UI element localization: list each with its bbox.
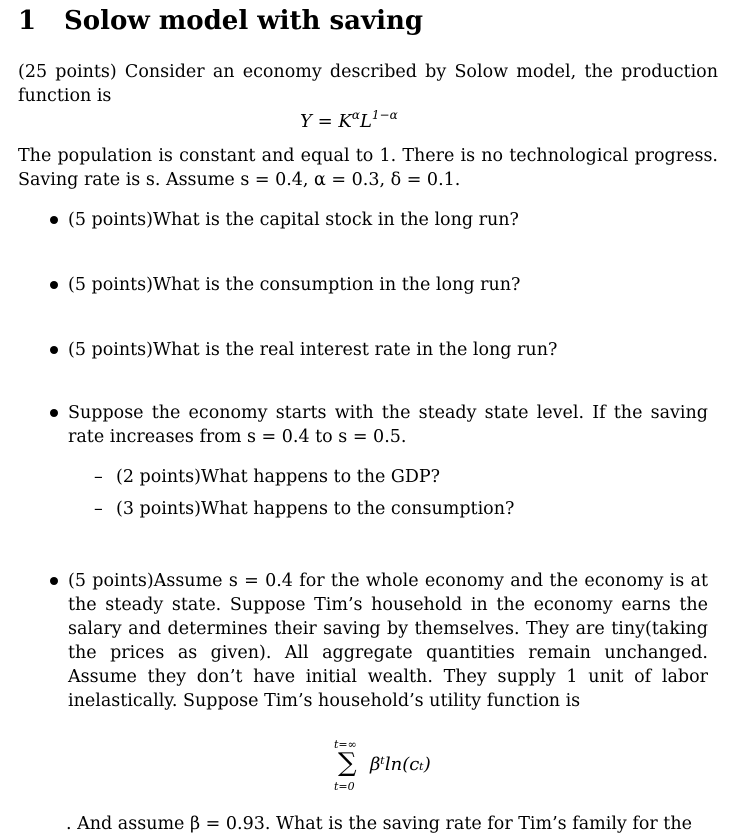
intro-paragraph: (25 points) Consider an economy described by Solow model, the production function is bbox=[18, 62, 718, 106]
capital-exponent: α bbox=[351, 108, 360, 122]
section-heading bbox=[18, 6, 423, 36]
question-saving-rate-increase: Suppose the economy starts with the steady state level. If the saving rate increases from s = 0.4 to s = 0.5. bbox=[68, 403, 708, 447]
labor-symbol: L bbox=[359, 111, 372, 132]
subquestion-consumption: (3 points)What happens to the consumption? bbox=[116, 499, 515, 519]
production-function-equation bbox=[300, 108, 398, 132]
section-title: Solow model with saving bbox=[64, 6, 424, 36]
section-number: 1 bbox=[18, 6, 37, 36]
bullet-icon bbox=[50, 577, 58, 585]
sub-dash-1: – bbox=[94, 467, 103, 487]
bullet-icon bbox=[50, 346, 58, 354]
sum-upper-limit: t=∞ bbox=[334, 738, 357, 751]
utility-function-equation bbox=[330, 738, 450, 794]
assumptions-paragraph: The population is constant and equal to 1. There is no technological progress. Saving rate is s. Assume s = 0.4, α = 0.3, δ = 0.1. bbox=[18, 146, 718, 190]
utility-summand: βᵗln(cₜ) bbox=[370, 754, 431, 775]
bullet-icon bbox=[50, 216, 58, 224]
sum-lower-limit: t=0 bbox=[334, 780, 355, 793]
bullet-icon bbox=[50, 409, 58, 417]
equation-lhs: Y = K bbox=[300, 111, 352, 132]
labor-exponent: 1−α bbox=[371, 108, 398, 122]
subquestion-gdp: (2 points)What happens to the GDP? bbox=[116, 467, 441, 487]
question-interest-rate: (5 points)What is the real interest rate in the long run? bbox=[68, 340, 558, 360]
question-capital-stock: (5 points)What is the capital stock in the long run? bbox=[68, 210, 519, 230]
sigma-symbol: ∑ bbox=[338, 748, 357, 778]
sub-dash-2: – bbox=[94, 499, 103, 519]
question-tim-household: (5 points)Assume s = 0.4 for the whole economy and the economy is at the steady state. Suppose Tim’s household in the economy earns the salary and determines their saving by themselves. They are tiny(taking the prices as given). All aggregate quantities remain unchanged. Assume they don’t have initial wealth. They supply 1 unit of labor inelastically. Suppose Tim’s household’s utility function is bbox=[68, 571, 708, 711]
bullet-icon bbox=[50, 281, 58, 289]
question-consumption: (5 points)What is the consumption in the long run? bbox=[68, 275, 521, 295]
closing-sentence: . And assume β = 0.93. What is the saving rate for Tim’s family for the bbox=[66, 814, 692, 834]
